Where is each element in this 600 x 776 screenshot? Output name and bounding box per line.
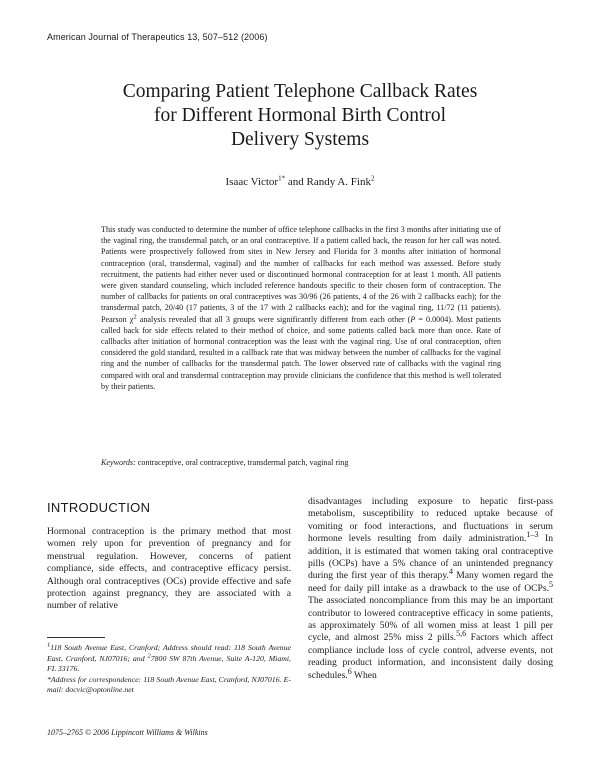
author-1-marks: 1* [278, 174, 286, 183]
title-line-1: Comparing Patient Telephone Callback Rates [122, 81, 478, 102]
author-2-marks: 2 [370, 174, 375, 183]
footnote-divider [47, 637, 105, 638]
intro-text-c: Many women regard the need for daily pill intake as a drawback to the use of OCPs. [308, 570, 553, 594]
intro-text-e: Factors which affect compliance include loss of cycle control, adverse events, not reading product information, and inconsistent daily dosing schedules. [308, 632, 553, 681]
intro-text-b: In addition, it is estimated that women taking oral contraceptive pills (OCPs) have a 5% chance of an unintended pregnancy during the first year of this therapy. [308, 533, 553, 582]
footnotes [47, 643, 291, 696]
citation-ref: 4 [448, 567, 453, 577]
abstract-part-3: = 0.0004). Most patients called back for side effects related to their method of choice, and some patients called back more than once. Rate of callbacks after initiation of hormonal contraception was the least with the vaginal ring. Use of oral contraception, often considered the gold standard, resulted in a callback rate that was midway between the number of callbacks for the vaginal ring and the number of callbacks for the transdermal patch. The lower observed rate of callbacks with the vaginal ring compared with oral and transdermal contraception may provide clinicians the confidence that this method is well tolerated by their patients. [101, 314, 501, 391]
citation-ref: 1–3 [526, 530, 539, 540]
introduction-right-column [308, 496, 553, 682]
citation-ref: 6 [347, 666, 352, 676]
introduction-left-column: Hormonal contraception is the primary method that most women rely upon for prevention of pregnancy and for menstrual regulation. However, concerns of patient compliance, side effects, and contraceptive efficacy persist. Although oral contraceptives (OCs) provide effective and safe protection against pregnancy, they are associated with a number of relative [47, 526, 291, 612]
journal-citation: American Journal of Therapeutics 13, 507–512 (2006) [47, 32, 268, 42]
author-conjunction: and [285, 176, 307, 188]
footnote-mark-2: 2 [147, 652, 151, 659]
title-line-3: Delivery Systems [230, 129, 370, 150]
correspondence-footnote: *Address for correspondence: 118 South Avenue East, Cranford, NJ07016. E-mail: docvic@optonline.net [47, 674, 291, 695]
abstract-part-1: This study was conducted to determine the number of office telephone callbacks in the first 3 months after initiating use of the vaginal ring, the transdermal patch, or an oral contraceptive. If a patient called back, the reason for her call was noted. Patients were prospectively followed from sites in New Jersey and Florida for 3 months after initiation of hormonal contraception (oral, transdermal, vaginal) and the number of callbacks for each method was assessed. Before study recruitment, the patients had either never used or discontinued hormonal contraception for at least 1 month. All patients were given standard counseling, which included reference handouts specific to their chosen form of contraception. The number of callbacks for patients on oral contraceptives was 30/96 (26 patients, 4 of the 26 with 2 callbacks each); for the transdermal patch, 20/40 (17 patients, 3 of the 17 with 2 callbacks each); and for the vaginal ring, 11/72 (11 patients). Pearson χ [101, 225, 501, 324]
citation-ref: 5 [549, 579, 553, 589]
keywords [101, 458, 501, 467]
citation-ref: 5,6 [456, 629, 467, 639]
p-value-symbol: P [410, 314, 416, 324]
keywords-text: contraceptive, oral contraceptive, transdermal patch, vaginal ring [135, 458, 349, 467]
copyright-footer: 1075–2765 © 2006 Lippincott Williams & Wilkins [47, 728, 208, 737]
intro-text-d: The associated noncompliance from this may be an important contributor to lowered contraceptive efficacy in some patients, as approximately 50% of all women miss at least 1 pill per cycle, and almost 25% miss 2 pills. [308, 595, 553, 644]
article-title [60, 80, 540, 152]
author-1: Isaac Victor [225, 176, 279, 188]
intro-text-f: When [351, 669, 377, 681]
affiliation-text-1: 118 South Avenue East, Cranford; Address should read: 118 South Avenue East, Cranford, NJ07016; and [47, 643, 291, 663]
intro-text-a: disadvantages including exposure to hepatic first-pass metabolism, susceptibility to reduced uptake because of vomiting or food interactions, and fluctuations in serum hormone levels resulting from daily administration. [308, 496, 553, 545]
author-2: Randy A. Fink [306, 176, 371, 188]
affiliation-footnote [47, 643, 291, 675]
abstract [101, 224, 501, 392]
chi-square-superscript: 2 [133, 312, 137, 320]
affiliation-text-2: 7800 SW 87th Avenue, Suite A-120, Miami, FL 33176. [47, 653, 291, 674]
title-line-2: for Different Hormonal Birth Control [153, 105, 447, 126]
footnote-mark-1: 1 [47, 641, 51, 649]
section-heading-introduction: INTRODUCTION [47, 500, 151, 515]
author-list [0, 176, 600, 188]
keywords-label: Keywords: [101, 458, 136, 467]
abstract-part-2: analysis revealed that all 3 groups were significantly different from each other ( [136, 314, 411, 324]
